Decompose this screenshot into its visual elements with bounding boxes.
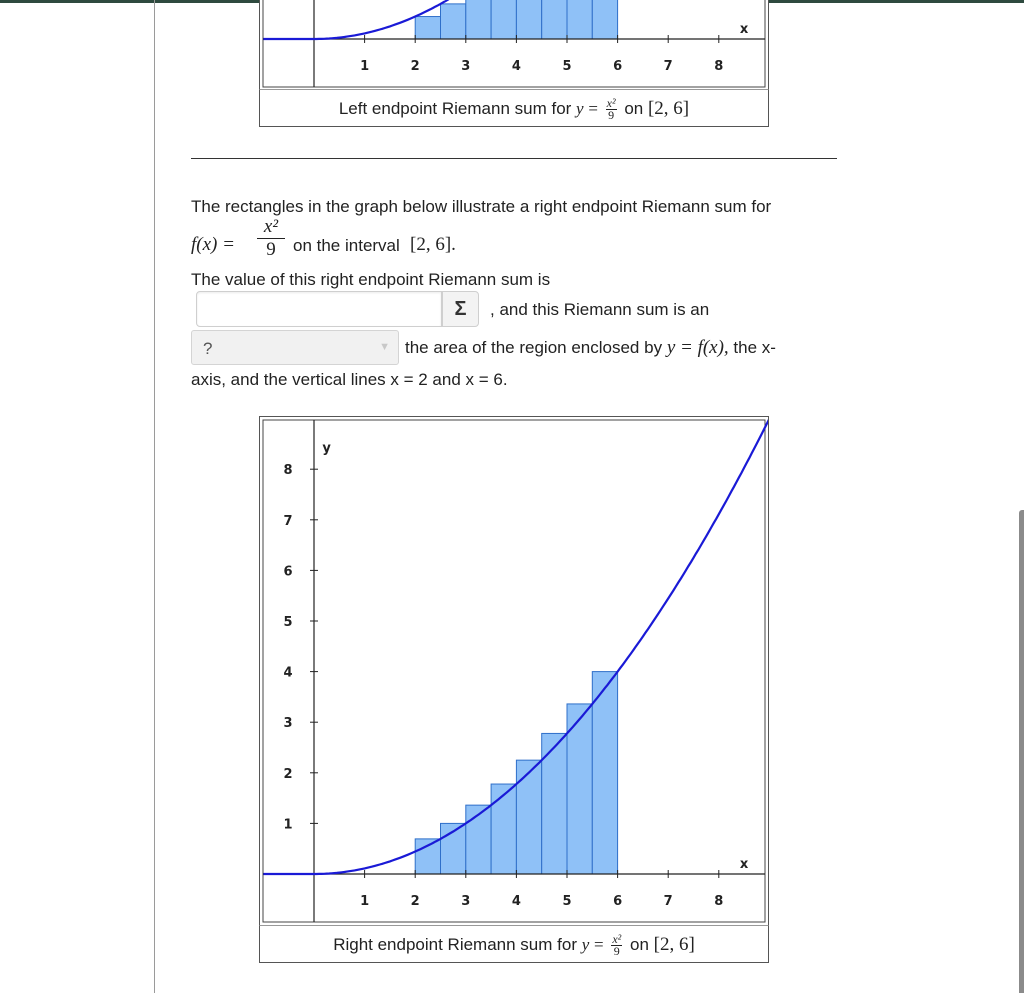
- x-tick-label: 1: [360, 894, 370, 909]
- caption-yvar: y: [576, 99, 584, 118]
- x-tick-label: 7: [663, 59, 673, 74]
- x-tick-label: 8: [714, 59, 724, 74]
- x-tick-label: 1: [360, 59, 370, 74]
- x-tick-label: 3: [461, 59, 471, 74]
- question-line2-mid: on the interval: [293, 236, 400, 255]
- question-line6: axis, and the vertical lines x = 2 and x = 6.: [191, 370, 508, 389]
- after-select-b: the x-: [733, 338, 776, 357]
- section-divider: [191, 158, 837, 159]
- x-tick-label: 6: [613, 59, 623, 74]
- after-select-text: [405, 337, 776, 359]
- chevron-down-icon: ▼: [379, 341, 390, 353]
- caption-equals: =: [594, 935, 604, 954]
- riemann-rectangle: [516, 0, 541, 39]
- after-select-math: y = f(x),: [666, 337, 729, 358]
- right-riemann-caption: [259, 925, 769, 963]
- riemann-rectangle: [441, 4, 466, 39]
- y-tick-label: 3: [283, 716, 293, 732]
- after-select-a: the area of the region enclosed by: [405, 338, 663, 357]
- caption-yvar: y: [581, 935, 590, 954]
- y-tick-label: 8: [283, 463, 293, 479]
- x-tick-label: 5: [562, 59, 572, 74]
- frac-denominator: 9: [613, 944, 620, 959]
- question-line3: The value of this right endpoint Riemann sum is: [191, 270, 551, 289]
- caption-equals: =: [588, 99, 598, 118]
- caption-fraction: [606, 98, 617, 121]
- question-fraction: [257, 216, 285, 261]
- riemann-rectangle: [567, 0, 592, 39]
- frac-denominator: 9: [266, 239, 276, 260]
- frac-denominator: 9: [608, 108, 615, 123]
- x-tick-label: 2: [410, 894, 420, 909]
- x-tick-label: 4: [511, 894, 521, 909]
- x-axis-label: x: [739, 22, 749, 37]
- caption-prefix: Left endpoint Riemann sum for: [338, 99, 572, 118]
- riemann-sum-input[interactable]: [196, 291, 442, 327]
- after-input-text: , and this Riemann sum is an: [490, 300, 710, 319]
- y-tick-label: 2: [283, 766, 293, 782]
- riemann-rectangle: [415, 839, 440, 874]
- x-tick-label: 5: [562, 894, 572, 909]
- right-riemann-plot: [260, 417, 768, 925]
- x-tick-label: 2: [410, 59, 420, 74]
- caption-prefix: Right endpoint Riemann sum for: [333, 935, 577, 954]
- right-riemann-graph: [259, 416, 769, 926]
- x-tick-label: 6: [613, 894, 623, 909]
- y-tick-label: 7: [283, 513, 293, 529]
- x-axis-label: x: [739, 857, 749, 872]
- x-tick-label: 4: [511, 59, 521, 74]
- riemann-rectangle: [491, 784, 516, 874]
- y-axis-label: y: [322, 441, 331, 456]
- y-tick-label: 1: [283, 817, 293, 833]
- left-riemann-plot: [260, 0, 768, 90]
- riemann-rectangle: [592, 672, 617, 874]
- left-riemann-caption: [259, 89, 769, 127]
- question-interval: [2, 6].: [410, 234, 456, 255]
- frac-numerator: x²: [612, 932, 622, 947]
- riemann-rectangle: [516, 760, 541, 874]
- sigma-button[interactable]: Σ: [442, 291, 479, 327]
- riemann-rectangle: [491, 0, 516, 39]
- riemann-rectangle: [466, 0, 491, 39]
- y-tick-label: 5: [283, 615, 293, 630]
- frac-numerator: x²: [257, 216, 285, 239]
- riemann-rectangle: [542, 733, 567, 874]
- caption-on: on: [630, 935, 649, 954]
- y-tick-label: 4: [283, 665, 293, 681]
- comparison-select-value: ?: [203, 339, 213, 358]
- content-left-border: [154, 0, 155, 993]
- caption-fraction: [611, 934, 622, 957]
- caption-interval: [2, 6]: [653, 934, 695, 955]
- caption-interval: [2, 6]: [647, 98, 690, 119]
- question-fx: f(x) =: [191, 234, 235, 255]
- riemann-rectangle: [592, 0, 617, 39]
- comparison-select[interactable]: [191, 330, 399, 365]
- riemann-rectangle: [415, 17, 440, 39]
- caption-on: on: [624, 99, 644, 118]
- scrollbar[interactable]: [1019, 510, 1024, 993]
- question-line1: The rectangles in the graph below illustrate a right endpoint Riemann sum for: [191, 197, 772, 216]
- riemann-rectangle: [542, 0, 567, 39]
- x-tick-label: 8: [714, 894, 724, 909]
- y-tick-label: 6: [283, 564, 293, 580]
- frac-numerator: x²: [606, 96, 616, 111]
- x-tick-label: 7: [663, 894, 673, 909]
- x-tick-label: 3: [461, 894, 471, 909]
- left-riemann-graph: [259, 0, 769, 91]
